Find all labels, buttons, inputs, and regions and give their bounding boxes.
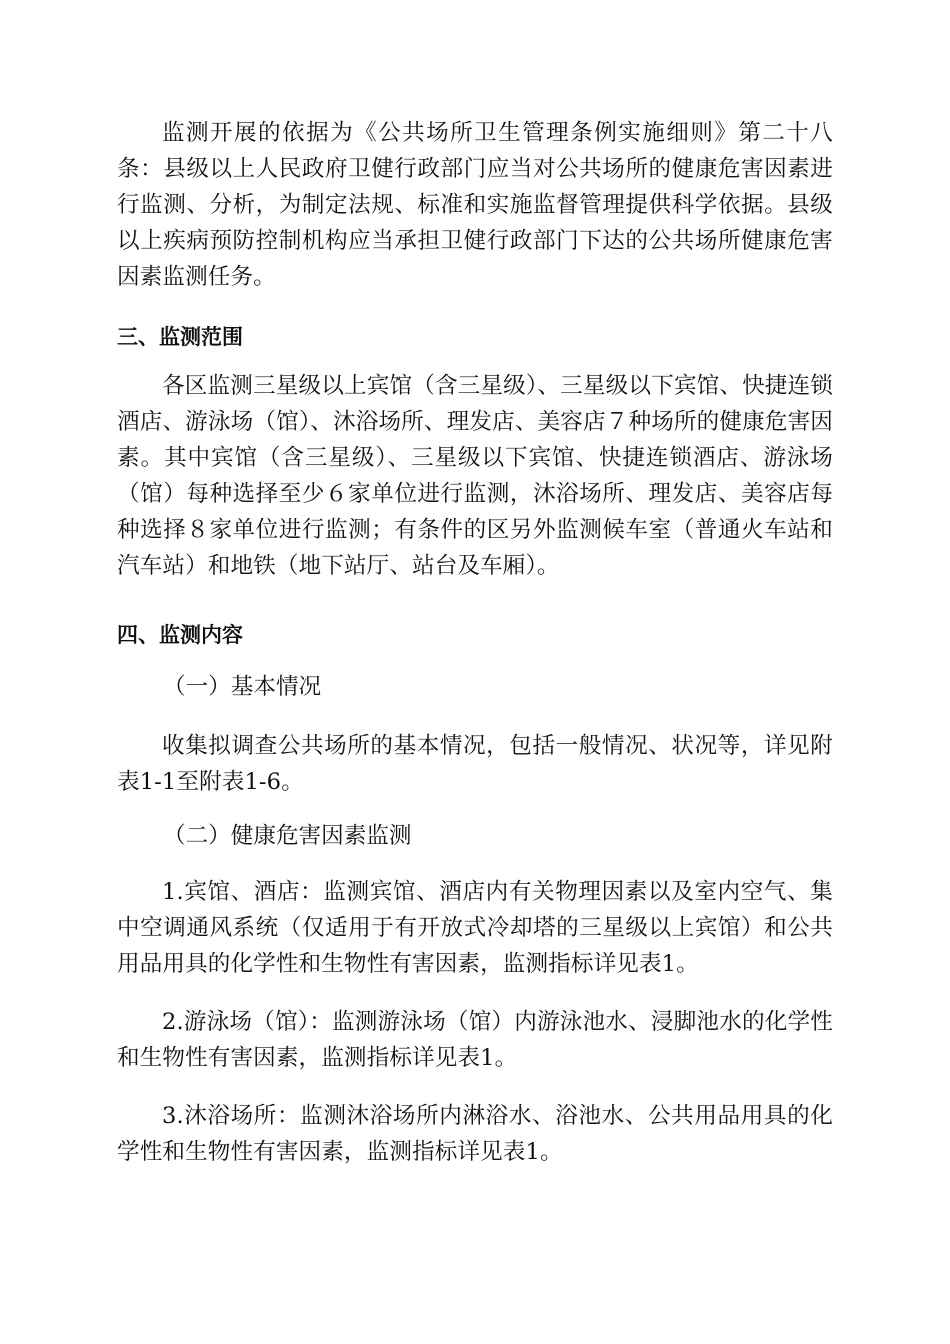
- item-bathing-paragraph: 3.沐浴场所：监测沐浴场所内淋浴水、浴池水、公共用品用具的化学性和生物性有害因素，监测指标详见表1。: [117, 1103, 833, 1165]
- section-heading-scope: 三、监测范围: [117, 325, 243, 349]
- basic-info-paragraph: 收集拟调查公共场所的基本情况，包括一般情况、状况等，详见附表1-1至附表1-6。: [117, 733, 833, 795]
- scope-paragraph: 各区监测三星级以上宾馆（含三星级）、三星级以下宾馆、快捷连锁酒店、游泳场（馆）、沐浴场所、理发店、美容店７种场所的健康危害因素。其中宾馆（含三星级）、三星级以下宾馆、快捷连锁酒店、游泳场（馆）每种选择至少６家单位进行监测，沐浴场所、理发店、美容店每种选择８家单位进行监测；有条件的区另外监测候车室（普通火车站和汽车站）和地铁（地下站厅、站台及车厢）。: [117, 373, 833, 579]
- item-hotels-paragraph: 1.宾馆、酒店：监测宾馆、酒店内有关物理因素以及室内空气、集中空调通风系统（仅适用于有开放式冷却塔的三星级以上宾馆）和公共用品用具的化学性和生物性有害因素，监测指标详见表1。: [117, 879, 833, 977]
- subheading-hazard-monitoring: （二）健康危害因素监测: [163, 823, 412, 849]
- subheading-basic-info: （一）基本情况: [163, 674, 322, 700]
- section-heading-content: 四、监测内容: [117, 623, 243, 647]
- item-swimming-paragraph: 2.游泳场（馆）：监测游泳场（馆）内游泳池水、浸脚池水的化学性和生物性有害因素，监测指标详见表1。: [117, 1009, 833, 1071]
- basis-paragraph: 监测开展的依据为《公共场所卫生管理条例实施细则》第二十八条：县级以上人民政府卫健行政部门应当对公共场所的健康危害因素进行监测、分析，为制定法规、标准和实施监督管理提供科学依据。县级以上疾病预防控制机构应当承担卫健行政部门下达的公共场所健康危害因素监测任务。: [117, 120, 833, 290]
